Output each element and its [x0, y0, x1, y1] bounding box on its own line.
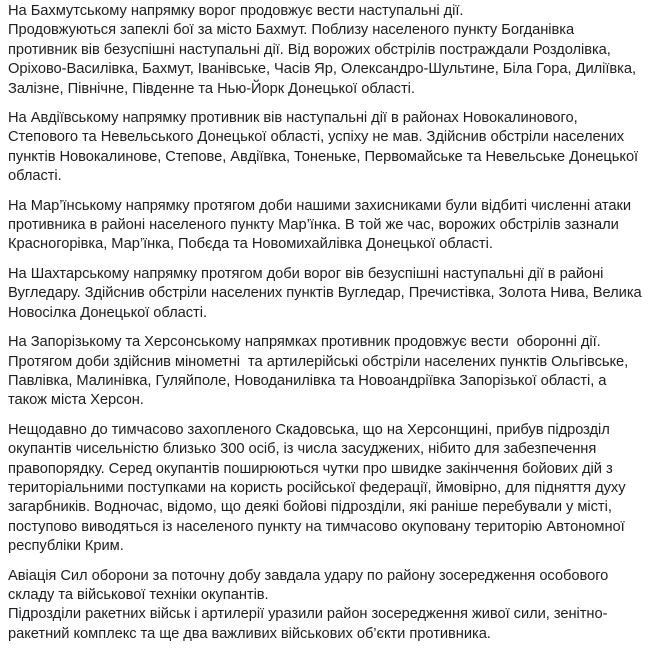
text-line: Павлівка, Малинівка, Гуляйполе, Новоданилівка та Новоандріївка Запорізької області, а — [8, 372, 607, 389]
text-line: області. — [8, 168, 62, 185]
paragraph-skadovsk-occupiers — [8, 421, 656, 557]
text-line: Авіація Сил оборони за поточну добу завдала удару по району зосередження особового — [8, 567, 609, 584]
text-line: складу та військової техніки окупантів. — [8, 586, 269, 603]
text-line: поступово виводяться із населеного пункту на тимчасово окуповану територію Автономної — [8, 518, 625, 535]
text-line: противника в районі населеного пункту Мар’їнка. В той же час, ворожих обстрілів зазнали — [8, 217, 619, 234]
text-line: Оріхово-Василівка, Бахмут, Іванівське, Часів Яр, Олександро-Шультине, Біла Гора, Диліївка, — [8, 61, 637, 78]
text-line: На Авдіївському напрямку противник вів наступальні дії в районах Новокалинового, — [8, 110, 578, 127]
text-line: На Шахтарському напрямку протягом доби ворог вів безуспішні наступальні дії в районі — [8, 265, 604, 282]
paragraph-zaporizhzhia-kherson-direction — [8, 333, 656, 411]
text-line: Підрозділи ракетних військ і артилерії уразили район зосередження живої сили, зенітно- — [8, 606, 608, 623]
text-line: окупантів чисельністю близько 300 осіб, із числа засуджених, нібито для забезпечення — [8, 441, 597, 458]
text-line: Залізне, Північне, Південне та Нью-Йорк Донецької області. — [8, 80, 415, 97]
paragraph-aviation-missile-strikes — [8, 567, 656, 645]
paragraph-shakhtarsk-direction — [8, 265, 656, 323]
text-line: Нещодавно до тимчасово захопленого Скадовська, що на Херсонщині, прибув підрозділ — [8, 421, 610, 438]
text-line: правопорядку. Серед окупантів поширюються чутки про швидке закінчення бойових дій з — [8, 460, 613, 477]
text-line: загарбників. Водночас, відомо, що деякі бойові підрозділи, які раніше перебували у місті, — [8, 499, 612, 516]
text-line: Вугледару. Здійснив обстріли населених пунктів Вугледар, Пречистівка, Золота Нива, Велика — [8, 285, 642, 302]
text-line: республіки Крим. — [8, 538, 124, 555]
text-line: Степового та Невельського Донецької області, успіху не мав. Здійснив обстріли населених — [8, 129, 625, 146]
text-line: Протягом доби здійснив мінометні та артилерійські обстріли населених пунктів Ольгівське, — [8, 353, 629, 370]
paragraph-marinka-direction — [8, 197, 656, 255]
text-line: також міста Херсон. — [8, 392, 144, 409]
text-line: На Запорізькому та Херсонському напрямках противник продовжує вести оборонні дії. — [8, 334, 601, 351]
text-line: пунктів Новокалинове, Степове, Авдіївка, Тоненьке, Первомайське та Невельське Донецької — [8, 148, 639, 165]
paragraph-avdiivka-direction — [8, 109, 656, 187]
text-line: На Мар’їнському напрямку протягом доби нашими захисниками були відбиті численні атаки — [8, 197, 632, 214]
text-line: противник вів безуспішні наступальні дії. Від ворожих обстрілів постраждали Роздолівка, — [8, 41, 611, 58]
text-line: територіальними поступками на користь російської федерації, ймовірно, для підняття духу — [8, 479, 626, 496]
text-line: На Бахмутському напрямку ворог продовжує вести наступальні дії. — [8, 3, 464, 19]
text-line: Красногорівка, Мар’їнка, Побєда та Новомихайлівка Донецької області. — [8, 236, 493, 253]
text-line: Продовжуються запеклі бої за місто Бахмут. Поблизу населеного пункту Богданівка — [8, 22, 575, 39]
text-line: Новосілка Донецької області. — [8, 304, 207, 321]
text-line: ракетний комплекс та ще два важливих військових об’єкти противника. — [8, 625, 491, 642]
paragraph-bakhmut-direction — [8, 2, 656, 99]
